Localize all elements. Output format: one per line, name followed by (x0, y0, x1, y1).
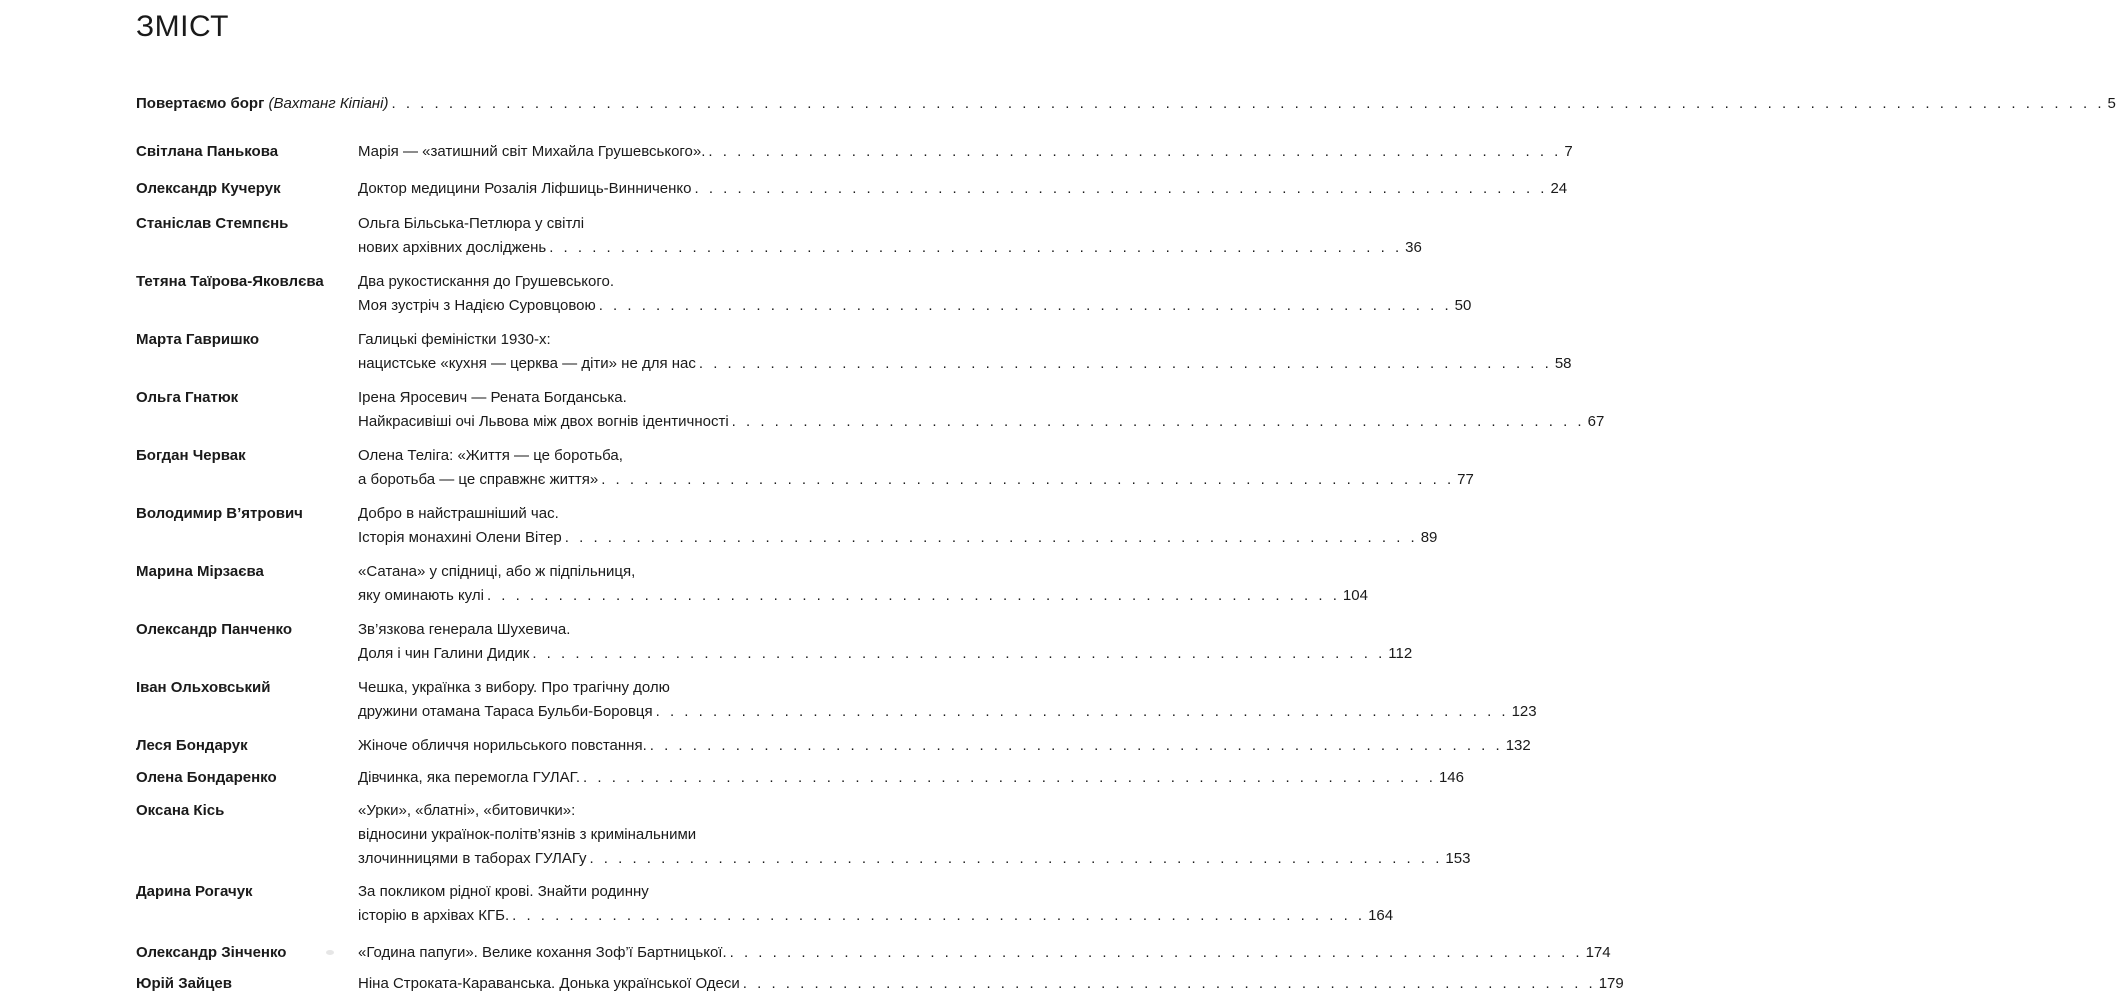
entry-page-number: 174 (1585, 944, 1611, 961)
entry-page-number: 132 (1505, 737, 1531, 754)
entry-title-line: Чешка, українка з вибору. Про трагічну долю (358, 679, 670, 696)
entry-title-line (358, 847, 1471, 871)
dot-leader: . . . . . . . . . . . . . . . . . . . . . . . . . . . . . . . . . . . . . . . . . . . . . . . . . . . . . . . . . . . . (649, 737, 1503, 754)
entry-title-block (358, 734, 1531, 758)
entry-title-block (358, 177, 1568, 201)
intro-page-number: 5 (2107, 95, 2116, 112)
entry-page-number: 123 (1511, 703, 1537, 720)
entry-title-line (358, 972, 1624, 996)
entry-title-text: дружини отамана Тараса Бульби-Боровця (358, 703, 653, 720)
entry-author: Леся Бондарук (136, 737, 248, 754)
entry-author: Олена Бондаренко (136, 769, 277, 786)
entry-title-block (358, 766, 1464, 790)
dot-leader: . . . . . . . . . . . . . . . . . . . . . . . . . . . . . . . . . . . . . . . . . . . . . . . . . . . . . . . . . . . . (655, 703, 1509, 720)
dot-leader: . . . . . . . . . . . . . . . . . . . . . . . . . . . . . . . . . . . . . . . . . . . . . . . . . . . . . . . . . . . . . . . . . . . . . . . . . . . . . . . . . . . . . . . . . . . . . . . . . . . . . . . . . . . . . . . . . . . . . . . . (391, 95, 2105, 112)
entry-author: Світлана Панькова (136, 143, 279, 160)
entry-title-text: а боротьба — це справжнє життя» (358, 471, 599, 488)
entry-title-line (358, 526, 1438, 550)
dot-leader: . . . . . . . . . . . . . . . . . . . . . . . . . . . . . . . . . . . . . . . . . . . . . . . . . . . . . . . . . . . . (486, 587, 1340, 604)
entry-title-line (358, 352, 1572, 376)
entry-title-block (358, 386, 1605, 434)
entry-page-number: 36 (1405, 239, 1422, 256)
dot-leader: . . . . . . . . . . . . . . . . . . . . . . . . . . . . . . . . . . . . . . . . . . . . . . . . . . . . . . . . . . . . (731, 413, 1585, 430)
entry-author: Юрій Зайцев (136, 975, 232, 992)
dot-leader: . . . . . . . . . . . . . . . . . . . . . . . . . . . . . . . . . . . . . . . . . . . . . . . . . . . . . . . . . . . . (549, 239, 1403, 256)
entry-title-block (358, 270, 1472, 318)
entry-title-line (358, 236, 1422, 260)
dot-leader: . . . . . . . . . . . . . . . . . . . . . . . . . . . . . . . . . . . . . . . . . . . . . . . . . . . . . . . . . . . . (532, 645, 1386, 662)
entry-page-number: 24 (1550, 180, 1568, 197)
entry-title-text: нових архівних досліджень (358, 239, 547, 256)
entry-title-text: «Година папуги». Велике кохання Зоф’ї Бартницької. (358, 944, 727, 961)
entry-title-line (358, 700, 1537, 724)
entry-title-line (358, 140, 1573, 164)
entry-page-number: 77 (1457, 471, 1474, 488)
entry-title-line: «Сатана» у спідниці, або ж підпільниця, (358, 563, 636, 580)
dot-leader: . . . . . . . . . . . . . . . . . . . . . . . . . . . . . . . . . . . . . . . . . . . . . . . . . . . . . . . . . . . . (694, 180, 1548, 197)
entry-title-text: злочинницями в таборах ГУЛАГу (358, 850, 587, 867)
entry-author: Володимир В’ятрович (136, 505, 303, 522)
entry-title-block (358, 328, 1572, 376)
entry-title-line (358, 941, 1611, 965)
entry-title-block (358, 972, 1624, 996)
entry-title-block (358, 676, 1537, 724)
entry-title-block (358, 880, 1394, 928)
entry-author: Марина Мірзаєва (136, 563, 264, 580)
entry-page-number: 112 (1388, 645, 1413, 662)
dot-leader: . . . . . . . . . . . . . . . . . . . . . . . . . . . . . . . . . . . . . . . . . . . . . . . . . . . . . . . . . . . . (512, 907, 1366, 924)
entry-title-line: Олена Теліга: «Життя — це боротьба, (358, 447, 623, 464)
entry-title-block (358, 799, 1471, 871)
dot-leader: . . . . . . . . . . . . . . . . . . . . . . . . . . . . . . . . . . . . . . . . . . . . . . . . . . . . . . . . . . . . (708, 143, 1562, 160)
entry-title-line: «Урки», «блатні», «битовички»: (358, 802, 576, 819)
dot-leader: . . . . . . . . . . . . . . . . . . . . . . . . . . . . . . . . . . . . . . . . . . . . . . . . . . . . . . . . . . . . (729, 944, 1583, 961)
dot-leader: . . . . . . . . . . . . . . . . . . . . . . . . . . . . . . . . . . . . . . . . . . . . . . . . . . . . . . . . . . . . (598, 297, 1452, 314)
dot-leader: . . . . . . . . . . . . . . . . . . . . . . . . . . . . . . . . . . . . . . . . . . . . . . . . . . . . . . . . . . . . (589, 850, 1443, 867)
entry-title-block (358, 212, 1422, 260)
entry-page-number: 104 (1342, 587, 1368, 604)
dot-leader: . . . . . . . . . . . . . . . . . . . . . . . . . . . . . . . . . . . . . . . . . . . . . . . . . . . . . . . . . . . . (564, 529, 1418, 546)
entry-page-number: 164 (1368, 907, 1394, 924)
entry-author: Ольга Гнатюк (136, 389, 239, 406)
page-title: ЗМІСТ (136, 10, 229, 43)
entry-title-line (358, 642, 1413, 666)
entry-author: Іван Ольховський (136, 679, 271, 696)
entry-title-line (358, 294, 1472, 318)
entry-author: Станіслав Стемпєнь (136, 215, 289, 232)
entry-title-line: Зв’язкова генерала Шухевича. (358, 621, 571, 638)
toc-intro-entry (136, 94, 2116, 114)
entry-title-line: Галицькі феміністки 1930-х: (358, 331, 551, 348)
entry-title-block (358, 444, 1474, 492)
entry-author: Тетяна Таїрова-Яковлєва (136, 273, 324, 290)
entry-page-number: 179 (1598, 975, 1624, 992)
entry-title-line: відносини українок-політв’язнів з кримінальними (358, 826, 697, 843)
entry-title-line: Два рукостискання до Грушевського. (358, 273, 614, 290)
entry-page-number: 50 (1454, 297, 1472, 314)
entry-title-block (358, 618, 1413, 666)
entry-author: Оксана Кісь (136, 802, 225, 819)
dot-leader: . . . . . . . . . . . . . . . . . . . . . . . . . . . . . . . . . . . . . . . . . . . . . . . . . . . . . . . . . . . . (698, 355, 1552, 372)
entry-title-block (358, 941, 1611, 965)
entry-title-block (358, 140, 1573, 164)
entry-title-line (358, 734, 1531, 758)
entry-title-line (358, 177, 1568, 201)
entry-title-text: Марія — «затишний світ Михайла Грушевського». (358, 143, 706, 160)
intro-title: Повертаємо борг (136, 95, 265, 112)
entry-author: Дарина Рогачук (136, 883, 253, 900)
entry-page-number: 58 (1554, 355, 1572, 372)
dot-leader: . . . . . . . . . . . . . . . . . . . . . . . . . . . . . . . . . . . . . . . . . . . . . . . . . . . . . . . . . . . . (583, 769, 1436, 786)
entry-author: Марта Гавришко (136, 331, 260, 348)
entry-title-text: Дівчинка, яка перемогла ГУЛАГ. (358, 769, 581, 786)
entry-title-line: За покликом рідної крові. Знайти родинну (358, 883, 649, 900)
entry-title-line (358, 584, 1368, 608)
entry-title-line: Добро в найстрашніший час. (358, 505, 559, 522)
entry-title-line (358, 904, 1394, 928)
entry-page-number: 89 (1420, 529, 1438, 546)
entry-author: Олександр Кучерук (136, 180, 281, 197)
entry-title-block (358, 560, 1368, 608)
entry-title-text: Історія монахині Олени Вітер (358, 529, 562, 546)
paper-speck (326, 950, 334, 955)
entry-author: Олександр Зінченко (136, 944, 287, 961)
entry-title-line: Ольга Більська-Петлюра у світлі (358, 215, 585, 232)
entry-author: Олександр Панченко (136, 621, 292, 638)
entry-page-number: 7 (1564, 143, 1573, 160)
entry-author: Богдан Червак (136, 447, 246, 464)
entry-title-text: нацистське «кухня — церква — діти» не для нас (358, 355, 696, 372)
entry-title-text: Моя зустріч з Надією Суровцовою (358, 297, 596, 314)
entry-title-line (358, 468, 1474, 492)
entry-title-text: Доля і чин Галини Дидик (358, 645, 530, 662)
entry-title-line (358, 410, 1605, 434)
intro-editor: (Вахтанг Кіпіані) (268, 95, 389, 112)
entry-title-text: історію в архівах КГБ. (358, 907, 510, 924)
entry-page-number: 153 (1445, 850, 1471, 867)
entry-title-text: яку оминають кулі (358, 587, 484, 604)
entry-title-text: Ніна Строката-Караванська. Донька української Одеси (358, 975, 740, 992)
entry-title-text: Жіноче обличчя норильського повстання. (358, 737, 647, 754)
entry-title-block (358, 502, 1438, 550)
dot-leader: . . . . . . . . . . . . . . . . . . . . . . . . . . . . . . . . . . . . . . . . . . . . . . . . . . . . . . . . . . . . (742, 975, 1596, 992)
entry-page-number: 67 (1587, 413, 1605, 430)
entry-title-line: Ірена Яросевич — Рената Богданська. (358, 389, 627, 406)
intro-title-group (136, 94, 389, 114)
entry-page-number: 146 (1438, 769, 1464, 786)
entry-title-text: Доктор медицини Розалія Ліфшиць-Винниченко (358, 180, 692, 197)
entry-title-line (358, 766, 1464, 790)
dot-leader: . . . . . . . . . . . . . . . . . . . . . . . . . . . . . . . . . . . . . . . . . . . . . . . . . . . . . . . . . . . . (601, 471, 1455, 488)
entry-title-text: Найкрасивіші очі Львова між двох вогнів ідентичності (358, 413, 729, 430)
